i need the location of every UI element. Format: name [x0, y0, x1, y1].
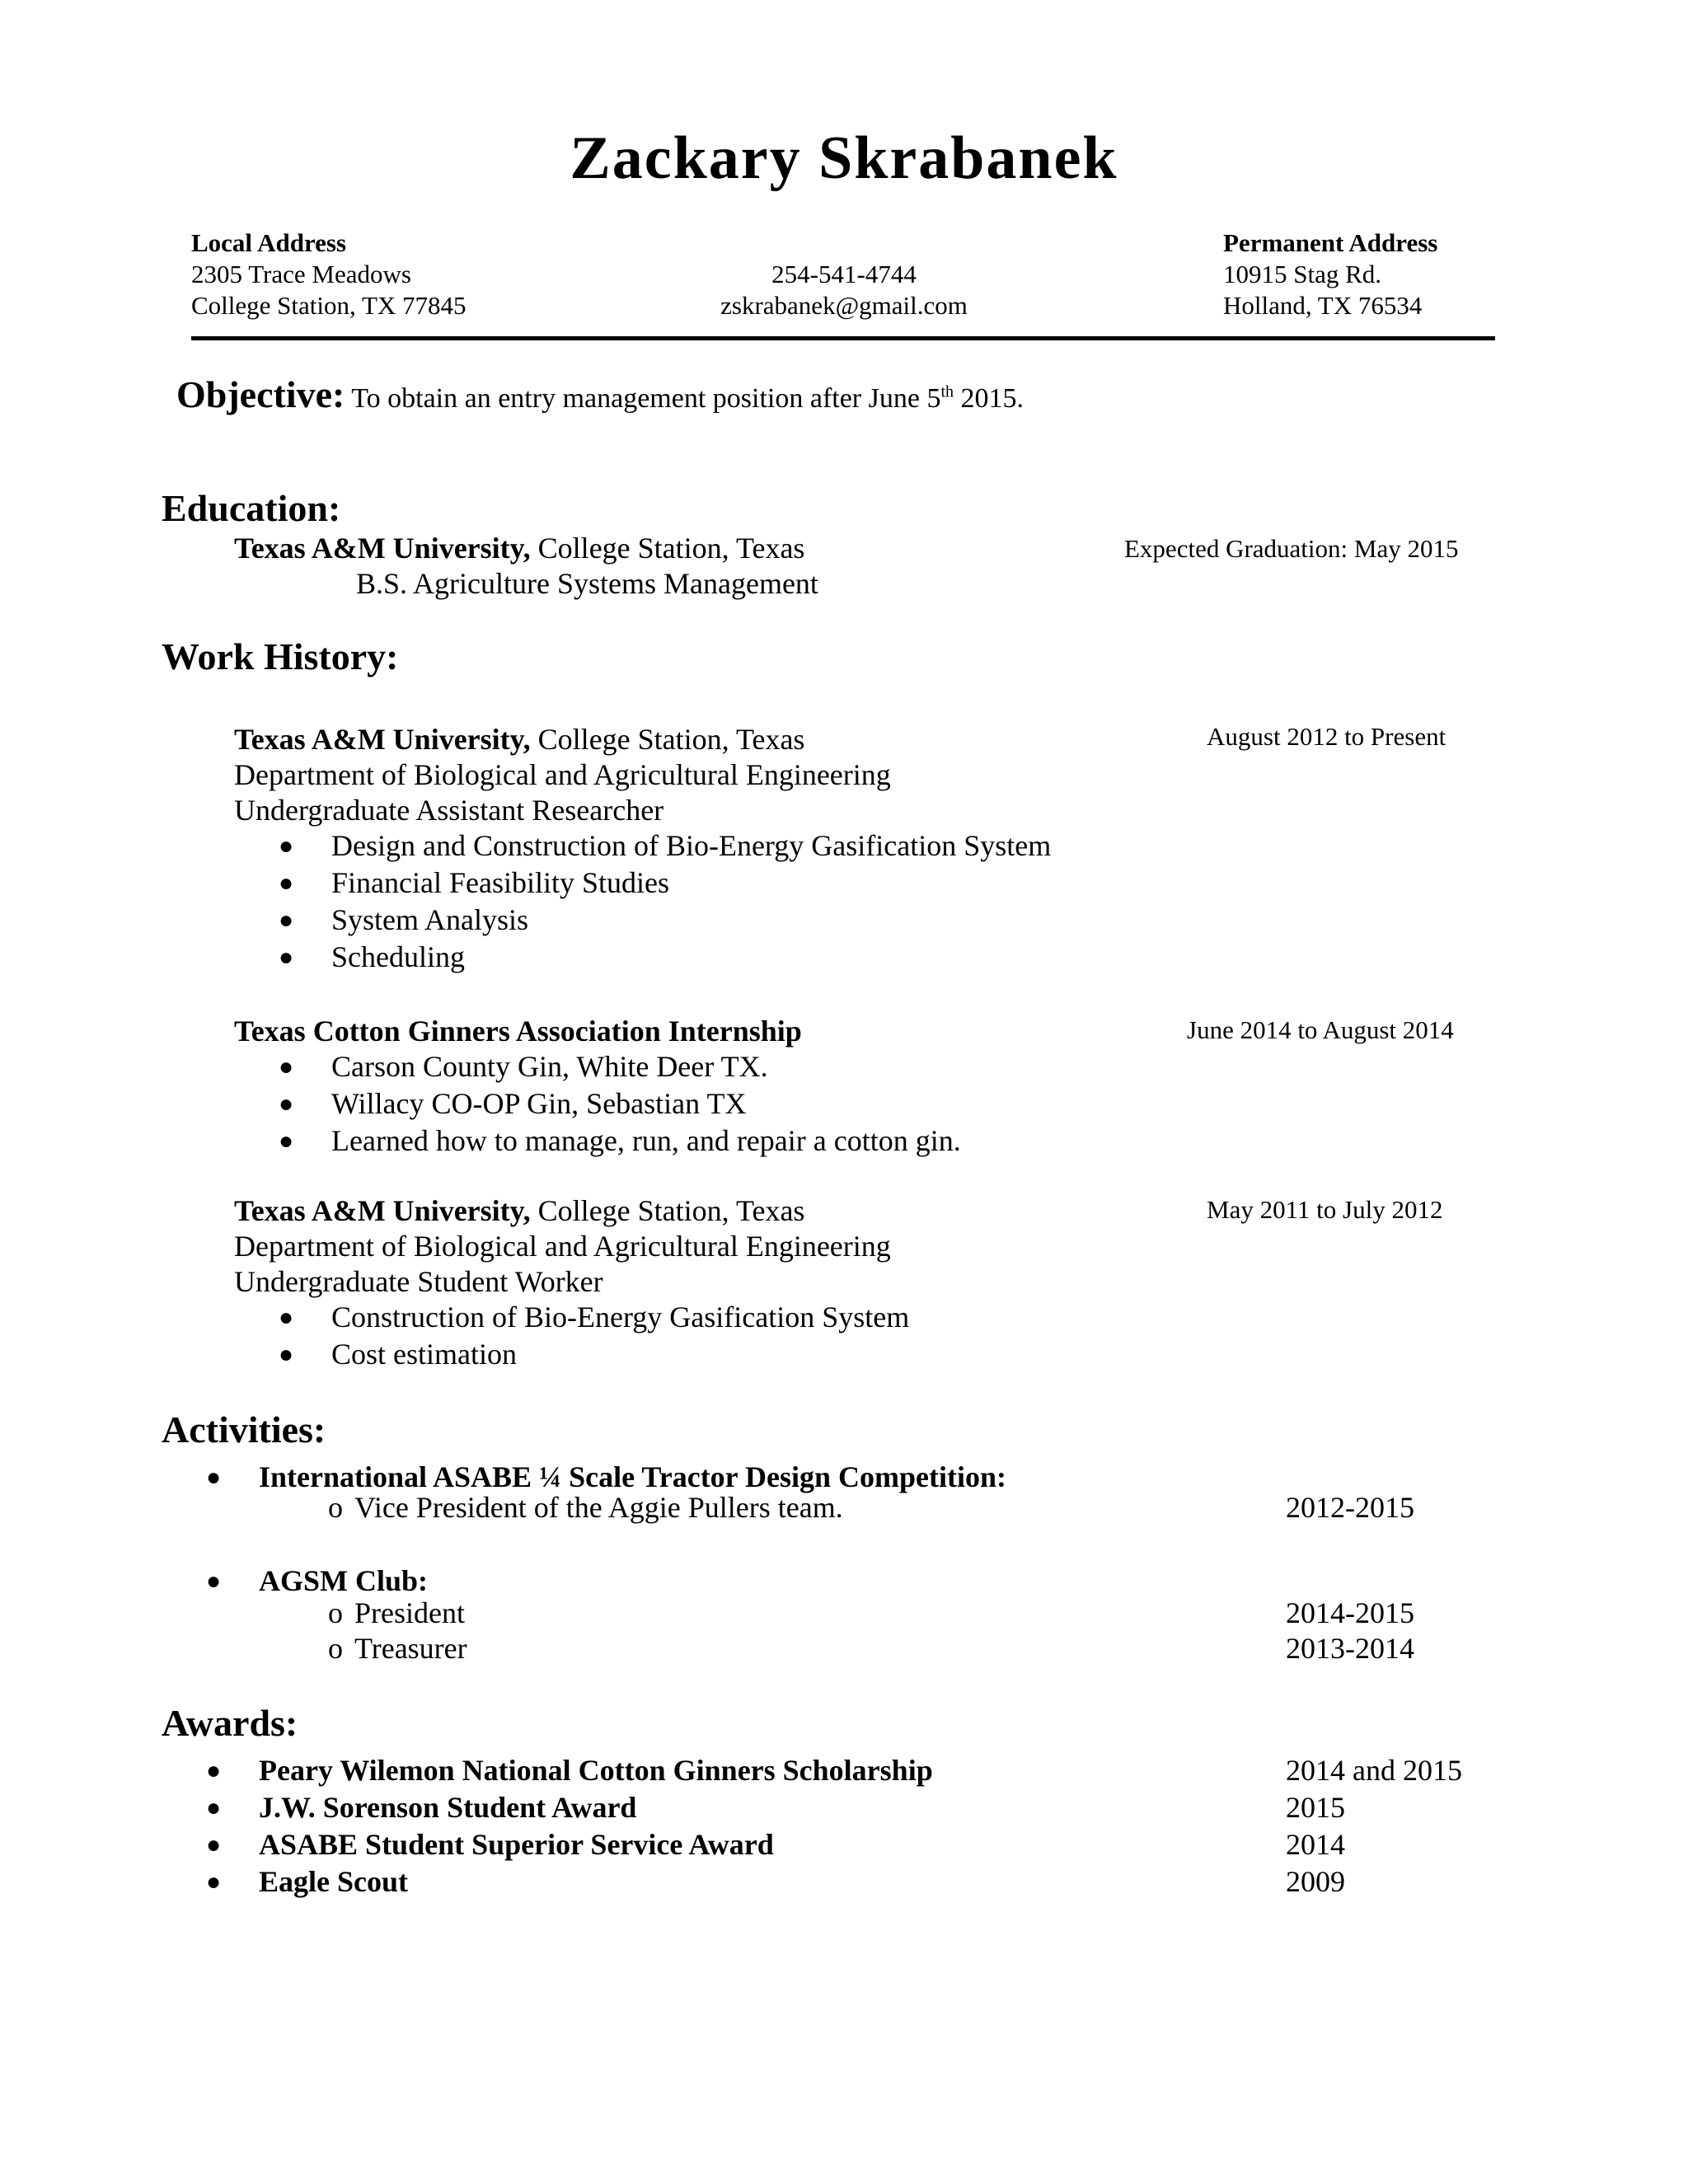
- award-name: Peary Wilemon National Cotton Ginners Scholarship: [259, 1754, 933, 1787]
- education-heading: Education:: [162, 487, 341, 529]
- local-address-heading: Local Address: [191, 228, 347, 257]
- email-address: zskrabanek@gmail.com: [720, 291, 968, 320]
- list-item: o Treasurer: [328, 1632, 467, 1665]
- objective: [176, 373, 1024, 416]
- list-item: ● Financial Feasibility Studies: [234, 865, 1051, 902]
- job-date: May 2011 to July 2012: [1207, 1195, 1443, 1224]
- bullet-icon: ●: [206, 1464, 222, 1491]
- bullet-icon: ●: [206, 1794, 222, 1821]
- list-item: ● Learned how to manage, run, and repair a cotton gin.: [234, 1122, 961, 1160]
- list-item: ● Construction of Bio-Energy Gasification System: [234, 1299, 909, 1336]
- award-year: 2009: [1286, 1865, 1345, 1898]
- activity-years: 2014-2015: [1286, 1596, 1414, 1629]
- award-name: J.W. Sorenson Student Award: [259, 1791, 637, 1824]
- activity-years: 2012-2015: [1286, 1491, 1414, 1524]
- education-school-name: Texas A&M University,: [234, 532, 531, 565]
- job-org: Texas Cotton Ginners Association Internship: [234, 1015, 802, 1047]
- objective-superscript: th: [940, 382, 954, 401]
- local-address-line1: 2305 Trace Meadows: [191, 260, 411, 288]
- list-item: o Vice President of the Aggie Pullers team.: [328, 1491, 843, 1524]
- sub-bullet-icon: o: [328, 1596, 343, 1629]
- award-year: 2014: [1286, 1828, 1345, 1861]
- permanent-address: [1223, 227, 1437, 321]
- activity-roles: [256, 1490, 843, 1526]
- job-entry: [234, 722, 891, 828]
- bullet-icon: ●: [279, 1053, 294, 1080]
- list-item: ● Willacy CO-OP Gin, Sebastian TX: [234, 1085, 961, 1122]
- permanent-address-line2: Holland, TX 76534: [1223, 291, 1423, 320]
- objective-label: Objective:: [176, 373, 345, 415]
- list-item: [162, 1863, 933, 1900]
- activity-roles: [256, 1596, 467, 1666]
- award-name: ASABE Student Superior Service Award: [259, 1828, 774, 1861]
- education-school-location: College Station, Texas: [530, 532, 805, 565]
- permanent-address-line1: 10915 Stag Rd.: [1223, 260, 1382, 288]
- bullet-icon: ●: [206, 1831, 222, 1858]
- list-item: ● Scheduling: [234, 939, 1051, 976]
- list-item: ● Cost estimation: [234, 1336, 909, 1373]
- job-department: Department of Biological and Agricultural Engineering: [234, 758, 891, 791]
- award-year: 2015: [1286, 1791, 1345, 1824]
- objective-text-end: 2015.: [954, 383, 1025, 414]
- permanent-address-heading: Permanent Address: [1223, 228, 1438, 257]
- list-item: [162, 1752, 933, 1789]
- awards-heading: Awards:: [162, 1702, 298, 1744]
- bullet-icon: ●: [279, 1341, 294, 1368]
- list-item: o President: [328, 1596, 465, 1629]
- bullet-icon: ●: [279, 1090, 294, 1118]
- bullet-icon: ●: [206, 1568, 222, 1595]
- activity-item: [162, 1563, 428, 1600]
- activities-heading: Activities:: [162, 1408, 326, 1451]
- sub-bullet-icon: o: [328, 1491, 343, 1524]
- award-years: [1286, 1752, 1462, 1900]
- job-duties: [234, 1299, 909, 1373]
- list-item: [162, 1826, 933, 1863]
- job-department: Department of Biological and Agricultural Engineering: [234, 1230, 891, 1263]
- sub-bullet-icon: o: [328, 1632, 343, 1665]
- education-school: [234, 531, 804, 566]
- resume-name: Zackary Skrabanek: [570, 124, 1118, 192]
- job-location: College Station, Texas: [530, 723, 805, 756]
- job-location: College Station, Texas: [530, 1194, 805, 1227]
- activity-title: AGSM Club:: [259, 1564, 429, 1597]
- job-duties: [234, 827, 1051, 976]
- objective-text: To obtain an entry management position after June 5: [351, 383, 941, 414]
- bullet-icon: ●: [206, 1868, 222, 1896]
- activity-years: 2013-2014: [1286, 1632, 1414, 1665]
- activity-title: International ASABE ¼ Scale Tractor Design Competition:: [259, 1460, 1006, 1493]
- awards-list: [162, 1752, 933, 1900]
- list-item: ● Design and Construction of Bio-Energy Gasification System: [234, 827, 1051, 865]
- list-item: ● System Analysis: [234, 902, 1051, 939]
- job-date: June 2014 to August 2014: [1187, 1015, 1454, 1044]
- job-title: Undergraduate Student Worker: [234, 1265, 603, 1298]
- award-year: 2014 and 2015: [1286, 1754, 1462, 1787]
- list-item: ● Carson County Gin, White Deer TX.: [234, 1048, 961, 1085]
- job-org: Texas A&M University,: [234, 723, 531, 756]
- bullet-icon: ●: [279, 1304, 294, 1331]
- bullet-icon: ●: [279, 832, 294, 860]
- bullet-icon: ●: [279, 907, 294, 934]
- bullet-icon: ●: [279, 1127, 294, 1155]
- job-org: Texas A&M University,: [234, 1194, 531, 1227]
- job-title: Undergraduate Assistant Researcher: [234, 794, 664, 827]
- education-degree: B.S. Agriculture Systems Management: [356, 567, 818, 600]
- work-history-heading: Work History:: [162, 635, 399, 677]
- job-date: August 2012 to Present: [1207, 722, 1447, 751]
- job-duties: [234, 1048, 961, 1160]
- education-date: Expected Graduation: May 2015: [1124, 534, 1459, 563]
- bullet-icon: ●: [206, 1757, 222, 1784]
- job-entry: [234, 1193, 891, 1300]
- local-address-line2: College Station, TX 77845: [191, 291, 467, 320]
- phone-number: 254-541-4744: [771, 260, 917, 288]
- award-name: Eagle Scout: [259, 1865, 409, 1898]
- list-item: [162, 1789, 933, 1826]
- bullet-icon: ●: [279, 869, 294, 897]
- bullet-icon: ●: [279, 944, 294, 971]
- header-divider: [191, 336, 1495, 340]
